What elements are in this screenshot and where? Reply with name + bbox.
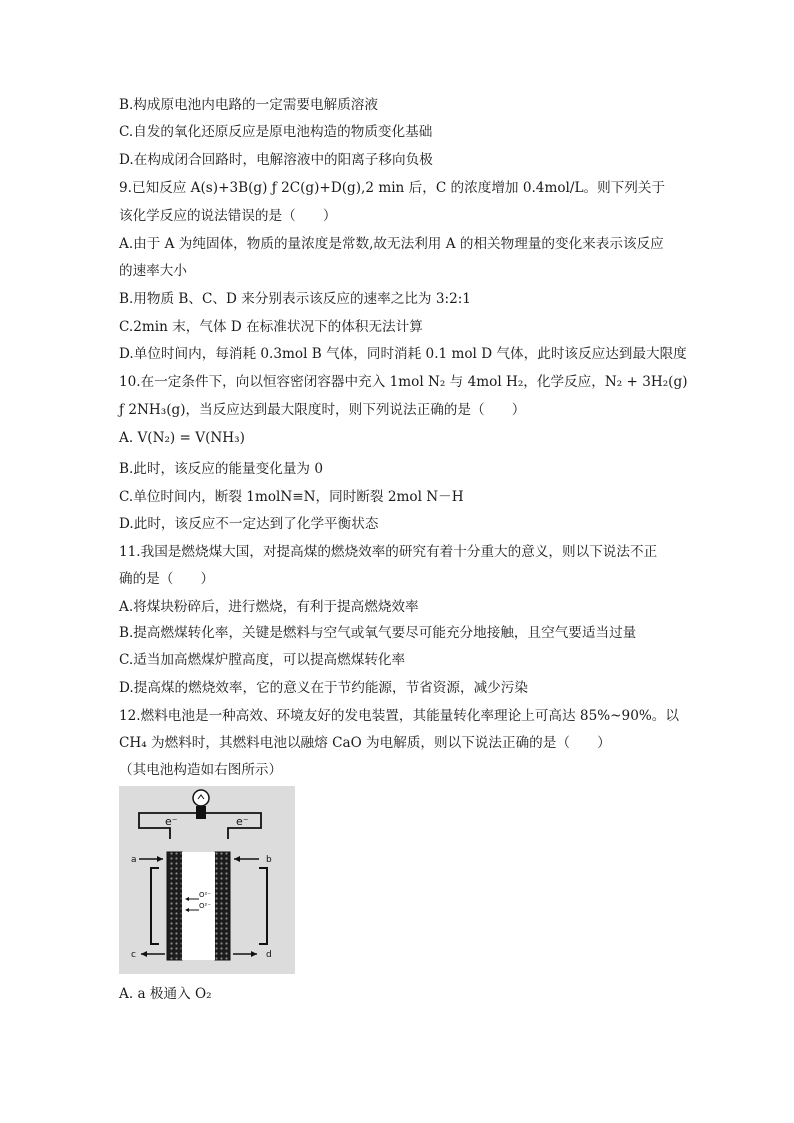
option-a-q12: A. a 极通入 O₂ bbox=[119, 986, 212, 1002]
fuel-cell-diagram bbox=[119, 786, 295, 974]
external-wire-right bbox=[206, 813, 261, 839]
right-gas-chamber bbox=[259, 868, 267, 944]
question-11-stem: 11.我国是燃烧煤大国，对提高煤的燃烧效率的研究有着十分重大的意义，则以下说法不正 bbox=[119, 544, 658, 560]
option-a-q11: A.将煤块粉碎后，进行燃烧，有利于提高燃烧效率 bbox=[119, 599, 419, 615]
option-c-q10: C.单位时间内，断裂 1molN≡N，同时断裂 2mol N－H bbox=[119, 489, 464, 505]
option-d-q9: D.单位时间内，每消耗 0.3mol B 气体，同时消耗 0.1 mol D 气体，此时该反应达到最大限度 bbox=[119, 346, 687, 362]
label-b: b bbox=[266, 855, 272, 865]
question-9-stem-cont: 该化学反应的说法错误的是（ ） bbox=[119, 208, 337, 224]
option-c-q8: C.自发的氧化还原反应是原电池构造的物质变化基础 bbox=[119, 124, 433, 140]
left-gas-chamber bbox=[151, 868, 159, 944]
option-c-q11: C.适当加高燃煤炉膛高度，可以提高燃煤转化率 bbox=[119, 652, 406, 668]
question-9-stem: 9.已知反应 A(s)+3B(g) ƒ 2C(g)+D(g),2 min 后，C 的浓度增加 0.4mol/L。则下列关于 bbox=[119, 180, 666, 196]
question-10-stem-cont: ƒ 2NH₃(g)，当反应达到最大限度时，则下列说法正确的是（ ） bbox=[119, 402, 526, 418]
arrow-c-icon bbox=[141, 951, 147, 957]
option-b-q10: B.此时，该反应的能量变化量为 0 bbox=[119, 461, 323, 477]
arrow-b-icon bbox=[234, 856, 240, 862]
option-a-q9-cont: 的速率大小 bbox=[119, 263, 187, 279]
electron-label-right: e⁻ bbox=[236, 815, 249, 828]
left-electrode bbox=[167, 852, 182, 960]
option-a-q9: A.由于 A 为纯固体，物质的量浓度是常数,故无法利用 A 的相关物理量的变化来表示该反应 bbox=[119, 236, 664, 252]
label-c: c bbox=[131, 950, 136, 960]
option-d-q8: D.在构成闭合回路时，电解溶液中的阳离子移向负极 bbox=[119, 152, 433, 168]
figure-note: （其电池构造如右图所示） bbox=[119, 762, 283, 778]
ion-label-1: O²⁻ bbox=[199, 891, 212, 899]
right-electrode bbox=[215, 852, 230, 960]
question-11-stem-cont: 确的是（ ） bbox=[119, 571, 215, 587]
electron-label-left: e⁻ bbox=[165, 815, 178, 828]
option-a-q10: A. V(N₂) = V(NH₃) bbox=[119, 430, 245, 446]
arrow-d-icon bbox=[251, 951, 257, 957]
option-b-q11: B.提高燃煤转化率，关键是燃料与空气或氧气要尽可能充分地接触，且空气要适当过量 bbox=[119, 625, 637, 641]
arrow-a-icon bbox=[157, 856, 163, 862]
label-a: a bbox=[131, 855, 137, 865]
light-bulb-icon bbox=[193, 790, 209, 819]
option-b-q9: B.用物质 B、C、D 来分别表示该反应的速率之比为 3:2:1 bbox=[119, 291, 471, 307]
question-12-stem: 12.燃料电池是一种高效、环境友好的发电装置，其能量转化率理论上可高达 85%~90%。以 bbox=[119, 708, 679, 724]
option-b-q8: B.构成原电池内电路的一定需要电解质溶液 bbox=[119, 97, 378, 113]
question-12-stem-cont: CH₄ 为燃料时，其燃料电池以融熔 CaO 为电解质，则以下说法正确的是（ ） bbox=[119, 735, 611, 751]
option-d-q11: D.提高煤的燃烧效率，它的意义在于节约能源，节省资源，减少污染 bbox=[119, 680, 528, 696]
fuel-cell-svg bbox=[119, 786, 295, 974]
label-d: d bbox=[266, 950, 272, 960]
option-c-q9: C.2min 末，气体 D 在标准状况下的体积无法计算 bbox=[119, 319, 423, 335]
ion-label-2: O²⁻ bbox=[199, 902, 212, 910]
option-d-q10: D.此时，该反应不一定达到了化学平衡状态 bbox=[119, 516, 379, 532]
question-10-stem: 10.在一定条件下，向以恒容密闭容器中充入 1mol N₂ 与 4mol H₂，化学反应，N₂ + 3H₂(g) bbox=[119, 374, 688, 390]
